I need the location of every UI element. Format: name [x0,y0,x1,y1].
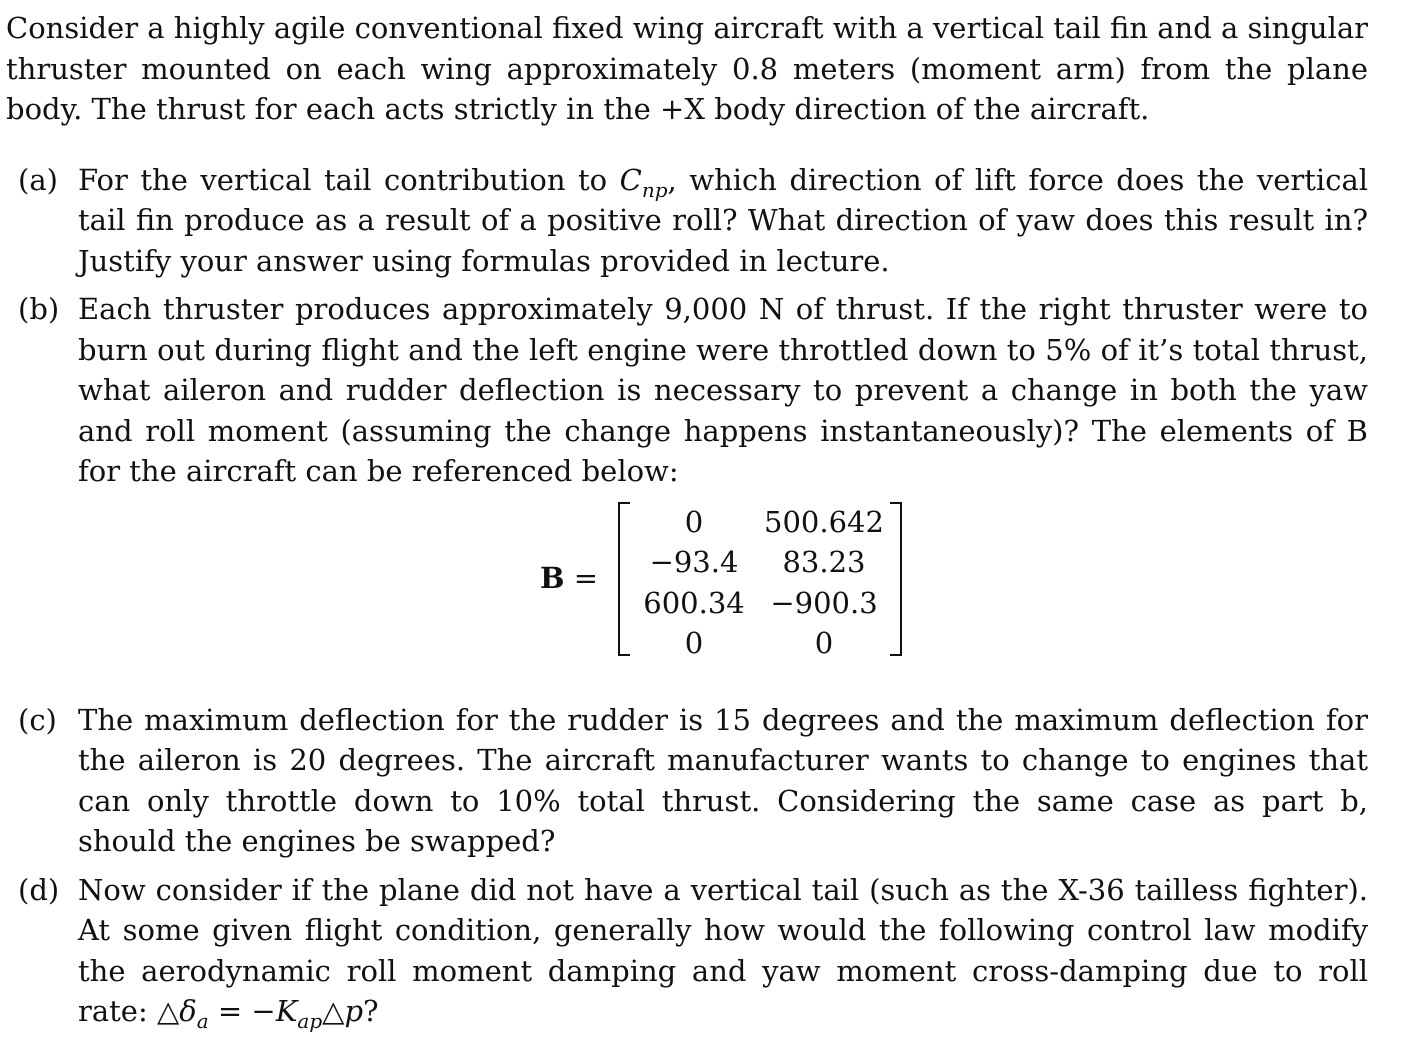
matrix-right-bracket [890,502,902,656]
intro-paragraph: Consider a highly agile conventional fixed wing aircraft with a vertical tail fin and a singular thruster mounted on each wing approximately 0.8 meters (moment arm) from the plane body. The thrust for each acts strictly in the +X body direction of the aircraft. [6,11,1368,126]
cnp-symbol [619,162,668,202]
matrix-left-bracket [618,502,630,656]
matrix-grid [634,502,894,664]
eq-question-mark: ? [363,994,379,1028]
question-c [6,700,1368,862]
question-c-label: (c) [18,702,57,737]
cnp-symbol-sub: np [641,177,668,202]
question-d-text [78,870,1368,1032]
question-a [6,160,1368,282]
matrix-cell: 0 [684,504,704,539]
matrix-name: B [540,560,565,595]
eq-lhs-sub: a [196,1008,209,1033]
b-matrix [6,502,1368,682]
eq-minus: − [251,994,276,1028]
matrix-lhs [540,558,598,598]
question-a-text-before: For the vertical tail contribution to [78,162,620,197]
question-d-label: (d) [18,872,60,907]
cnp-symbol-base: C [619,162,642,197]
question-c-text: The maximum deflection for the rudder is 15 degrees and the maximum deflection for the aileron is 20 degrees. The aircraft manufacturer wants to change to engines that can only throttle down to 10% total thrust. Considering the same case as part b, should the engines be swapped? [78,702,1368,858]
eq-lhs: △δ [156,994,197,1028]
matrix-cell: −900.3 [770,585,878,620]
question-a-text [78,160,1368,282]
eq-delta-p: △p [322,994,364,1028]
matrix-cell: 600.34 [643,585,745,620]
question-b-label: (b) [18,292,60,326]
eq-gain: K [275,994,298,1028]
question-a-text-after: , which direction of lift force does the vertical tail fin produce as a result of a positive roll? What direction of yaw does this result in? Justify your answer using formulas provided in lecture. [78,162,1369,278]
question-d-text-body: Now consider if the plane did not have a vertical tail (such as the X-36 tailless fighter). At some given flight condition, generally how would the following control law modify the aerodynamic roll moment damping and yaw moment cross-damping due to roll rate: [78,872,1368,1028]
control-law-equation [156,994,379,1033]
eq-gain-sub: ap [297,1008,323,1033]
question-b-text: Each thruster produces approximately 9,000 N of thrust. If the right thruster were to burn out during flight and the left engine were throttled down to 5% of it’s total thrust, what aileron and rudder deflection is necessary to prevent a change in both the yaw and roll moment (assuming the change happens instantaneously)? The elements of B for the aircraft can be referenced below: [78,292,1368,488]
document-page [6,8,1368,1040]
question-b [6,289,1368,492]
matrix-cell: 500.642 [764,504,884,539]
matrix-equals: = [573,560,599,595]
matrix-cell: 0 [684,626,704,660]
matrix-cell: −93.4 [649,545,739,579]
question-d [6,870,1368,1032]
eq-equals: = [208,994,252,1028]
matrix-cell: 83.23 [782,545,866,579]
question-a-label: (a) [18,162,58,197]
question-list [6,160,1368,1032]
matrix-cell: 0 [814,626,834,660]
